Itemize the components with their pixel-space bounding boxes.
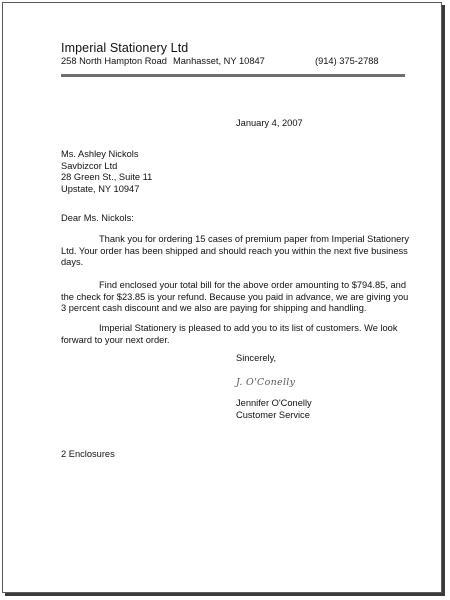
letterhead-rule (61, 74, 405, 77)
enclosures-note: 2 Enclosures (61, 449, 115, 459)
signer-block (236, 398, 312, 421)
company-name: Imperial Stationery Ltd (61, 41, 189, 55)
recipient-address (61, 149, 152, 195)
signature: J. O'Conelly (236, 377, 296, 388)
body-paragraph-3: Imperial Stationery is pleased to add you to its list of customers. We look forward to your next order. (61, 323, 398, 345)
salutation: Dear Ms. Nickols: (61, 213, 134, 223)
letter-page (2, 2, 442, 593)
letterhead-phone: (914) 375-2788 (315, 56, 379, 66)
recipient-company: Savbizcor Ltd (61, 160, 118, 171)
signer-name: Jennifer O'Conelly (236, 398, 312, 408)
recipient-name: Ms. Ashley Nickols (61, 149, 139, 159)
recipient-street: 28 Green St., Suite 11 (61, 172, 153, 182)
body-paragraph-2: Find enclosed your total bill for the above order amounting to $794.85, and the check for $23.85 is your refund. Because you paid in advance, we are giving you 3 percent cash discount and we also are paying for shipping and handling. (61, 280, 409, 314)
body-paragraph-1: Thank you for ordering 15 cases of premium paper from Imperial Stationery Ltd. Your order has been shipped and should reach you within the next five business days. (61, 234, 410, 268)
letterhead-city: Manhasset, NY 10847 (173, 56, 265, 66)
signer-title: Customer Service (236, 409, 310, 420)
complimentary-closing: Sincerely, (236, 353, 277, 363)
letter-date: January 4, 2007 (236, 118, 303, 128)
letterhead-street: 258 North Hampton Road (61, 56, 167, 66)
recipient-city: Upstate, NY 10947 (61, 183, 140, 194)
